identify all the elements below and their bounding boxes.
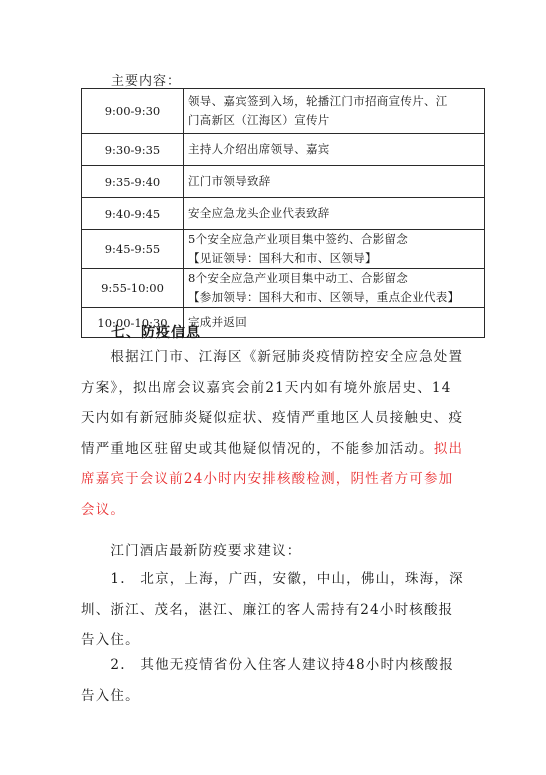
time-cell: 9:40-9:45: [82, 198, 184, 230]
text-red-highlight: 席嘉宾于会议前24小时内安排核酸检测，阴性者方可参加: [81, 471, 454, 488]
desc-line: 5个安全应急产业项目集中签约、合影留念: [188, 232, 409, 246]
paragraph-line: [81, 464, 491, 495]
desc-cell: [184, 166, 485, 198]
hotel-requirement-item-2: [81, 650, 491, 711]
text-black: 天内如有新冠肺炎疑似症状、疫情严重地区人员接触史、疫: [81, 410, 464, 427]
time-cell: 9:55-10:00: [82, 269, 184, 308]
paragraph-line: 告入住。: [81, 632, 140, 649]
desc-line: 8个安全应急产业项目集中动工、合影留念: [188, 271, 409, 285]
text-red-highlight: 拟出: [433, 440, 464, 457]
text-black: 根据江门市、江海区《新冠肺炎疫情防控安全应急处置: [81, 349, 464, 365]
time-cell: 9:30-9:35: [82, 134, 184, 166]
desc-line: 领导、嘉宾签到入场，轮播江门市招商宣传片、江: [188, 94, 448, 108]
paragraph-line: 1. 北京，上海，广西，安徽，中山，佛山，珠海，深: [81, 571, 464, 587]
paragraph-line: [81, 434, 491, 465]
desc-line: 主持人介绍出席领导、嘉宾: [188, 142, 330, 156]
section-heading-epidemic: 七、防疫信息: [111, 325, 201, 341]
paragraph-line: [81, 373, 491, 404]
table-row: [82, 89, 485, 134]
desc-line: 门高新区（江海区）宣传片: [188, 113, 330, 127]
paragraph-line: 江门酒店最新防疫要求建议：: [81, 543, 302, 559]
hotel-requirement-item-1: [81, 564, 491, 656]
time-cell: 9:35-9:40: [82, 166, 184, 198]
desc-cell: [184, 198, 485, 230]
desc-line: 完成并返回: [188, 315, 247, 329]
time-cell: 10:00-10:30: [82, 308, 184, 338]
hotel-note: [81, 536, 491, 567]
text-black: 情严重地区驻留史或其他疑似情况的，不能参加活动。: [81, 440, 434, 457]
schedule-table: [81, 88, 485, 338]
desc-cell: [184, 230, 485, 269]
paragraph-line: [81, 403, 491, 434]
table-row: [82, 230, 485, 269]
paragraph-line: 圳、浙江、茂名，湛江、廉江的客人需持有24小时核酸报: [81, 601, 454, 618]
desc-cell: [184, 269, 485, 308]
time-cell: 9:45-9:55: [82, 230, 184, 269]
paragraph-line: 2. 其他无疫情省份入住客人建议持48小时内核酸报: [81, 657, 454, 673]
table-row: [82, 198, 485, 230]
desc-line: 【见证领导：国科大和市、区领导】: [188, 251, 377, 265]
text-black: 方案》，拟出席会议嘉宾会前21天内如有境外旅居史、14: [81, 379, 452, 396]
text-red-highlight: 会议。: [81, 501, 126, 518]
desc-cell: [184, 308, 485, 338]
desc-line: 江门市领导致辞: [188, 174, 271, 188]
table-row: [82, 166, 485, 198]
desc-cell: [184, 89, 485, 134]
section-label-main-content: 主要内容：: [111, 74, 182, 89]
desc-cell: [184, 134, 485, 166]
desc-line: 安全应急龙头企业代表致辞: [188, 206, 330, 220]
table-row: [82, 134, 485, 166]
time-cell: 9:00-9:30: [82, 89, 184, 134]
paragraph-line: 告入住。: [81, 687, 140, 704]
desc-line: 【参加领导：国科大和市、区领导，重点企业代表】: [188, 290, 460, 304]
paragraph-line: [81, 342, 491, 373]
table-row: [82, 269, 485, 308]
epidemic-paragraph: [81, 342, 491, 526]
paragraph-line: [81, 495, 491, 526]
